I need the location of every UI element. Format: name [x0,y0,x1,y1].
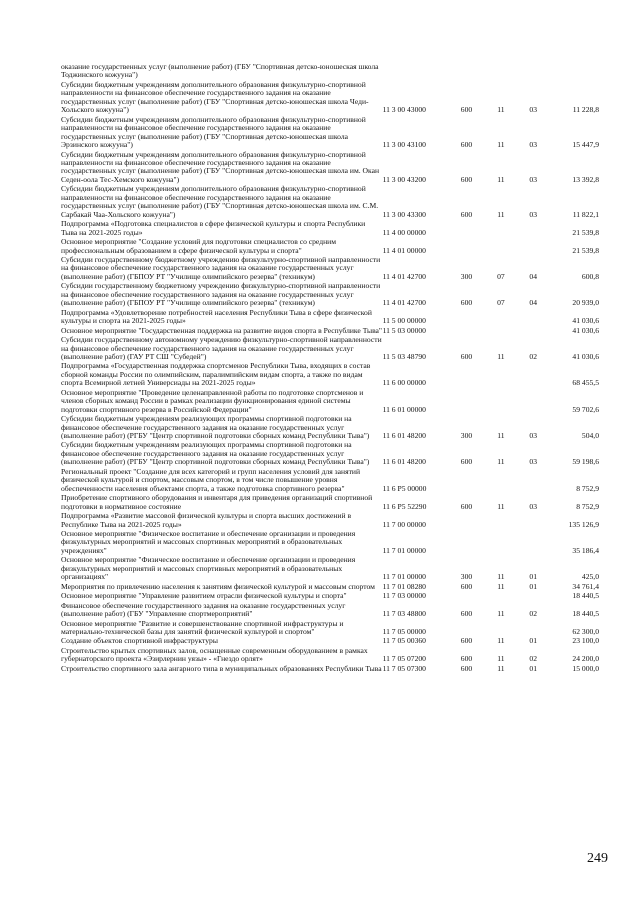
subsection-cell: 04 [529,298,538,308]
expense-type-cell [448,529,484,555]
expense-type-cell [448,326,484,335]
amount-cell: 68 455,5 [572,378,599,388]
amount-cell: 24 200,0 [572,654,599,664]
target-article-cell: 11 3 00 43200 [382,174,426,184]
table-row [61,255,599,281]
row-name-cell: Субсидии бюджетным учреждениям реализующих программы спортивной подготовки на финансовое обеспечение государственного задания на оказание государственных услуг (выполнение работ) (РГБУ "Центр спортивной подготовки сборных команд Республики Тыва") [61,414,370,441]
row-name-cell: Основное мероприятие "Проведение целенаправленной работы по подготовке спортсменов и членов сборных команд России в рамках реализации функционирования единой системы подготовки спортивного резерва в Российской Федерации" [61,387,364,414]
section-cell [485,388,517,414]
subsection-cell: 03 [529,174,538,184]
expense-type-cell [448,619,484,637]
target-article-cell: 11 5 03 48790 [382,351,426,361]
row-name-cell: Субсидии бюджетным учреждениям дополнительного образования физкультурно-спортивной направленности на финансовое обеспечение государственного задания на оказание государственных услуг (выполнение работ) (ГБУ "Спортивная детско-юношеская школа Чеди-Хольского кожууна") [61,79,369,115]
subsection-cell [517,619,549,637]
table-row [61,414,599,440]
table-row [61,184,599,219]
row-name-cell: Субсидии бюджетным учреждениям дополнительного образования физкультурно-спортивной направленности на финансовое обеспечение государственного задания на оказание государственных услуг (выполнение работ) (ГБУ "Спортивная детско-юношеская школа им. С.М. Сарбакай Чаа-Хольского кожууна") [61,184,379,219]
table-row [61,62,599,80]
section-cell: 11 [497,501,505,511]
section-cell [485,361,517,387]
target-article-cell: 11 3 00 43000 [382,105,426,115]
row-name-cell: Подпрограмма «Удовлетворение потребностей населения Республики Тыва в сфере физической культуры и спорта на 2021-2025 годы» [61,307,372,326]
budget-table-body [61,62,599,673]
table-row [61,493,599,511]
row-name-cell: Подпрограмма «Подготовка специалистов в сфере физической культуры и спорта Республики Тыва на 2021-2025 годы» [61,219,366,237]
row-name-cell: оказание государственных услуг (выполнение работ) (ГБУ "Спортивная детско-юношеская школа Тоджинского кожууна") [61,62,379,80]
subsection-cell: 01 [529,636,538,646]
subsection-cell [517,388,549,414]
table-row [61,591,599,600]
amount-cell: 135 126,9 [568,519,599,529]
expense-type-cell [448,308,484,326]
section-cell: 11 [497,174,505,184]
expense-type-cell [448,361,484,387]
amount-cell: 600,8 [581,271,599,281]
target-article-cell: 11 6 00 00000 [382,378,426,388]
section-cell [485,529,517,555]
amount-cell: 8 752,9 [576,501,599,511]
amount-cell: 35 186,4 [572,545,599,555]
amount-cell: 8 752,9 [576,483,599,493]
section-cell [485,511,517,529]
table-row [61,308,599,326]
table-row [61,555,599,581]
subsection-cell [517,308,549,326]
section-cell: 11 [497,351,505,361]
expense-type-cell: 600 [460,209,473,219]
subsection-cell [517,467,549,493]
row-name-cell: Субсидии государственному бюджетному учреждению физкультурно-спортивной направленности на финансовое обеспечение государственного задания на оказание государственных услуг (выполнение работ) (ГБПОУ РТ "Училище олимпийского резерва" (техникум) [61,254,381,281]
target-article-cell: 11 6 01 48200 [382,431,426,441]
expense-type-cell: 600 [460,105,473,115]
section-cell: 07 [497,298,505,308]
subsection-cell [517,62,549,80]
subsection-cell [517,529,549,555]
amount-cell: 20 939,0 [572,298,599,308]
expense-type-cell: 600 [460,609,473,619]
section-cell: 11 [497,663,505,673]
expense-type-cell [448,219,484,237]
section-cell: 11 [497,431,505,441]
table-row [61,115,599,150]
target-article-cell: 11 7 03 00000 [382,591,426,601]
row-name-cell: Субсидии государственному автономному учреждению физкультурно-спортивной направленности на финансовое обеспечение государственного задания на оказание государственных услуг (выполнение работ) (ГАУ РТ СШ "Субедей") [61,335,382,361]
target-article-cell: 11 4 01 42700 [382,271,426,281]
target-article-cell: 11 6 01 00000 [382,404,426,414]
table-row [61,619,599,637]
row-name-cell: Приобретение спортивного оборудования и инвентаря для приведения организаций спортивной подготовки в нормативное состояние [61,493,373,511]
row-name-cell: Основное мероприятие "Государственная поддержка на развитие видов спорта в Республике Тыва" [61,325,383,335]
subsection-cell: 02 [529,654,538,664]
subsection-cell: 03 [529,457,538,467]
amount-cell: 23 100,0 [572,636,599,646]
amount-cell: 34 761,4 [572,581,599,591]
section-cell: 11 [497,609,505,619]
target-article-cell: 11 7 01 00000 [382,545,426,555]
section-cell: 11 [497,581,505,591]
row-name-cell: Субсидии бюджетным учреждениям реализующих программы спортивной подготовки на финансовое обеспечение государственного задания на оказание государственных услуг (выполнение работ) (РГБУ "Центр спортивной подготовки сборных команд Республики Тыва") [61,440,370,467]
section-cell [485,619,517,637]
table-row [61,326,599,335]
table-row [61,281,599,307]
amount-cell: 15 447,9 [572,140,599,150]
row-name-cell: Финансовое обеспечение государственного задания на оказание государственных услуг (выполнение работ) (ГБУ "Управление спортмероприятий" [61,600,346,619]
budget-table [61,62,599,673]
target-article-cell: 11 6 P5 00000 [382,483,427,493]
expense-type-cell: 600 [460,351,473,361]
table-row [61,582,599,591]
expense-type-cell: 600 [460,501,473,511]
target-article-cell: 11 7 05 00360 [382,636,426,646]
amount-cell: 11 228,8 [572,105,599,115]
section-cell: 07 [497,271,505,281]
row-name-cell: Субсидии бюджетным учреждениям дополнительного образования физкультурно-спортивной направленности на финансовое обеспечение государственного задания на оказание государственных услуг (выполнение работ) (ГБУ "Спортивная детско-юношеская школа Эрзинского кожууна") [61,114,366,150]
target-article-cell [383,62,449,80]
expense-type-cell: 300 [460,271,473,281]
expense-type-cell [448,388,484,414]
expense-type-cell [448,591,484,600]
table-row [61,601,599,619]
target-article-cell: 11 3 00 43100 [382,140,426,150]
amount-cell: 62 300,0 [572,627,599,636]
row-name-cell: Основное мероприятие "Создание условий для подготовки специалистов со средним профессиональным образованием в сфере физической культуры и спорта" [61,237,336,255]
expense-type-cell [448,237,484,255]
amount-cell: 59 198,6 [572,457,599,467]
target-article-cell: 11 3 00 43300 [382,209,426,219]
amount-cell [549,62,599,80]
subsection-cell: 04 [529,271,538,281]
expense-type-cell: 300 [460,431,473,441]
target-article-cell: 11 7 05 00000 [382,627,426,636]
subsection-cell: 03 [529,209,538,219]
target-article-cell: 11 6 01 48200 [382,457,426,467]
amount-cell: 18 440,5 [572,591,599,601]
subsection-cell: 01 [529,663,538,673]
target-article-cell: 11 7 01 00000 [382,572,426,582]
target-article-cell: 11 5 03 00000 [382,325,426,335]
subsection-cell [517,237,549,255]
expense-type-cell: 600 [460,581,473,591]
table-row [61,335,599,361]
target-article-cell: 11 7 05 07200 [382,654,426,664]
section-cell [485,237,517,255]
expense-type-cell: 600 [460,457,473,467]
row-name-cell: Основное мероприятие "Развитие и совершенствование спортивной инфраструктуры и материально-технической базы для занятий физической культурой и спортом" [61,618,344,636]
expense-type-cell: 300 [460,572,473,582]
row-name-cell: Основное мероприятие "Физическое воспитание и обеспечение организации и проведения физкультурных мероприятий и массовых спортивных мероприятий в образовательных учреждениях" [61,529,356,555]
expense-type-cell: 600 [460,298,473,308]
section-cell [485,62,517,80]
subsection-cell [517,219,549,237]
table-row [61,361,599,387]
expense-type-cell: 600 [460,663,473,673]
expense-type-cell: 600 [460,654,473,664]
target-article-cell: 11 4 01 00000 [382,245,426,255]
expense-type-cell: 600 [460,636,473,646]
amount-cell: 425,0 [581,572,599,582]
section-cell: 11 [497,457,505,467]
target-article-cell: 11 7 03 48800 [382,609,426,619]
subsection-cell [517,326,549,335]
section-cell: 11 [497,572,505,582]
amount-cell: 13 392,8 [572,174,599,184]
row-name-cell: Субсидии бюджетным учреждениям дополнительного образования физкультурно-спортивной направленности на финансовое обеспечение государственного задания на оказание государственных услуг (выполнение работ) (ГБУ "Спортивная детско-юношеская школа им. Окан Седен-оола Тес-Хемского кожууна") [61,149,380,184]
target-article-cell: 11 7 01 08280 [382,581,426,591]
section-cell [485,308,517,326]
subsection-cell: 01 [529,581,538,591]
row-name-cell: Строительство крытых спортивных залов, оснащенные современным оборудованием в рамках губернаторского проекта «Эзирлернин уязы» - «Гнездо орлят» [61,645,368,664]
section-cell [485,326,517,335]
target-article-cell: 11 7 00 00000 [382,519,426,529]
amount-cell: 21 539,8 [572,245,599,255]
row-name-cell: Мероприятия по привлечению населения к занятиям физической культурой и массовым спортом [61,581,375,591]
subsection-cell: 02 [529,609,538,619]
subsection-cell: 03 [529,431,538,441]
row-name-cell: Подпрограмма «Государственная поддержка спортсменов Республики Тыва, входящих в состав сборной команды России по олимпийским, паралимпийским видам спорта, а также по видам спорта Всемирной летней Универсиады на 2021-2025 годы» [61,361,371,388]
table-row [61,150,599,185]
section-cell: 11 [497,105,505,115]
table-row [61,467,599,493]
table-row [61,388,599,414]
section-cell [485,219,517,237]
target-article-cell: 11 6 P5 52290 [382,501,427,511]
expense-type-cell: 600 [460,174,473,184]
expense-type-cell [448,467,484,493]
expense-type-cell [448,62,484,80]
section-cell: 11 [497,209,505,219]
amount-cell: 18 440,5 [572,609,599,619]
section-cell: 11 [497,140,505,150]
subsection-cell: 03 [529,140,538,150]
row-name-cell: Создание объектов спортивной инфраструктуры [61,636,218,646]
section-cell [485,467,517,493]
target-article-cell: 11 5 00 00000 [382,316,426,326]
expense-type-cell: 600 [460,140,473,150]
row-name-cell: Субсидии государственному бюджетному учреждению физкультурно-спортивной направленности на финансовое обеспечение государственного задания на оказание государственных услуг (выполнение работ) (ГБПОУ РТ "Училище олимпийского резерва" (техникум) [61,281,381,308]
subsection-cell: 03 [529,105,538,115]
row-name-cell: Строительство спортивного зала ангарного типа в муниципальных образованиях Республики Тыва [61,663,382,673]
section-cell: 11 [497,654,505,664]
subsection-cell: 01 [529,572,538,582]
table-row [61,664,599,673]
table-row [61,80,599,115]
row-name-cell: Основное мероприятие "Управление развитием отрасли физической культуры и спорта" [61,591,347,601]
table-row [61,529,599,555]
amount-cell: 41 030,6 [572,316,599,326]
expense-type-cell [448,511,484,529]
target-article-cell: 11 4 00 00000 [382,227,426,237]
subsection-cell: 03 [529,501,538,511]
section-cell: 11 [497,636,505,646]
amount-cell: 15 000,0 [572,663,599,673]
subsection-cell [517,591,549,600]
amount-cell: 41 030,6 [572,351,599,361]
table-row [61,636,599,645]
row-name-cell: Региональный проект "Создание для всех категорий и групп населения условий для занятий физической культурой и спортом, массовым спортом, в том числе повышение уровня обеспеченности населения объектами спорта, а также подготовка спортивного резерва" [61,466,361,493]
amount-cell: 41 030,6 [572,325,599,335]
section-cell [485,591,517,600]
amount-cell: 504,0 [581,431,599,441]
target-article-cell: 11 7 05 07300 [382,663,426,673]
amount-cell: 59 702,6 [572,404,599,414]
table-row [61,511,599,529]
row-name-cell: Подпрограмма «Развитие массовой физической культуры и спорта высших достижений в Республике Тыва на 2021-2025 годы» [61,511,352,529]
subsection-cell [517,511,549,529]
row-name-cell: Основное мероприятие "Физическое воспитание и обеспечение организации и проведения физкультурных мероприятий и массовых спортивных мероприятий в образовательных организациях" [61,555,356,582]
table-row [61,440,599,466]
target-article-cell: 11 4 01 42700 [382,298,426,308]
subsection-cell [517,361,549,387]
amount-cell: 21 539,8 [572,227,599,237]
page-number: 249 [587,851,608,866]
table-row [61,646,599,664]
table-row [61,237,599,255]
amount-cell: 11 822,1 [572,209,599,219]
table-row [61,219,599,237]
subsection-cell: 02 [529,351,538,361]
